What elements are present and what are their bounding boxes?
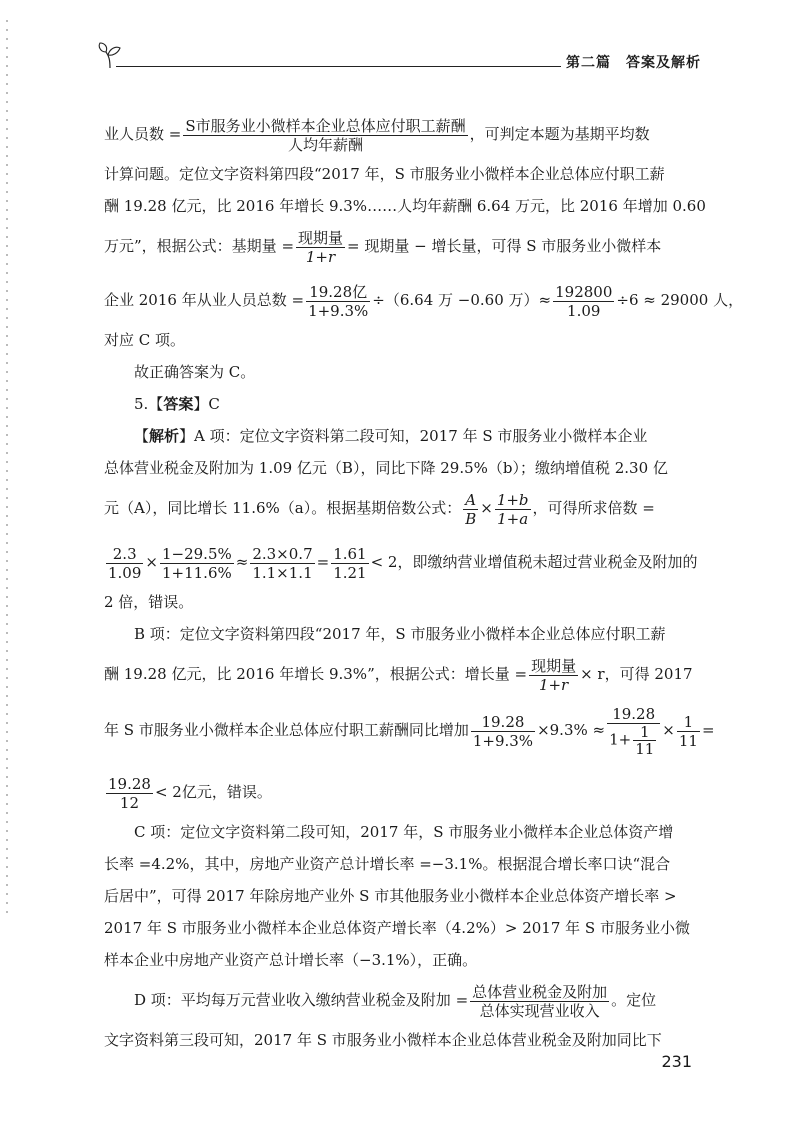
analysis-line: 【解析】A 项：定位文字资料第二段可知，2017 年 S 市服务业小微样本企业 [134, 427, 648, 445]
text-line: 后居中”，可得 2017 年除房地产业外 S 市其他服务业小微样本企业总体资产增长率 > [104, 887, 677, 905]
fraction: $\frac{\text{S市服务业小微样本企业总体应付职工薪酬}}{\text{人均年薪酬}}$ [185, 116, 466, 154]
text-line: 总体营业税金及附加为 1.09 亿元（B），同比下降 29.5%（b）；缴纳增值税 2.30 亿 [104, 459, 668, 477]
fraction: $\frac{1+b}{1+a}$ [496, 490, 529, 528]
fraction: $\frac{1-29.5\%}{1+11.6\%}$ [161, 544, 232, 582]
text-line: 故正确答案为 C。 [134, 363, 256, 381]
fraction: $\frac{\text{现期量}}{1+r}$ [531, 656, 577, 694]
fraction: $\frac{\text{19.28亿}}{1+9.3\%}$ [308, 282, 369, 320]
fraction: $\frac{192800}{1.09}$ [555, 282, 613, 320]
text-line: 酬 19.28 亿元，比 2016 年增长 9.3%……人均年薪酬 6.64 万元，比 2016 年增加 0.60 [104, 197, 706, 215]
text-line: 2017 年 S 市服务业小微样本企业总体资产增长率（4.2%）> 2017 年 S 市服务业小微 [104, 919, 690, 937]
text-line: $\frac{19.28}{12}$ < 2亿元，错误。 [108, 774, 272, 812]
fraction: $\frac{\text{总体营业税金及附加}}{\text{总体实现营业收入}}$ [472, 982, 608, 1020]
fraction: $\frac{1}{11}$ [678, 712, 698, 750]
analysis-label: 解析 [149, 427, 180, 445]
text-line: C 项：定位文字资料第二段可知，2017 年，S 市服务业小微样本企业总体资产增 [134, 823, 674, 841]
answer-label: 答案 [163, 395, 194, 413]
page-content [104, 110, 744, 1056]
text-line: 对应 C 项。 [104, 331, 186, 349]
header-rule [116, 66, 561, 67]
text-line: 元（A），同比增长 11.6%（a）。根据基期倍数公式： $\frac{A}{B}$ × $\frac{1+b}{1+a}$ ，可得所求倍数 = [104, 490, 655, 528]
text-line: 年 S 市服务业小微样本企业总体应付职工薪酬同比增加 $\frac{19.28}{1+9.3\%}$ ×9.3% ≈ 19.28 1+ $\frac{1}{11}$ × $\frac{1}{11}$ = [104, 705, 715, 758]
fraction: $\frac{1.61}{1.21}$ [333, 544, 367, 582]
text-line: 业人员数 = $\frac{\text{S市服务业小微样本企业总体应付职工薪酬}}{\text{人均年薪酬}}$ ，可判定本题为基期平均数 [104, 116, 650, 154]
text-line: 万元”，根据公式：基期量 = $\frac{\text{现期量}}{1+r}$ = 现期量 − 增长量，可得 S 市服务业小微样本 [104, 228, 662, 266]
text-line: B 项：定位文字资料第四段“2017 年，S 市服务业小微样本企业总体应付职工薪 [134, 625, 666, 643]
section-title: 第二篇 答案及解析 [566, 55, 701, 71]
fraction: $\frac{19.28}{1+9.3\%}$ [472, 712, 534, 750]
answer-line: 5.【答案】C [134, 395, 220, 413]
fraction: $\frac{\text{现期量}}{1+r}$ [298, 228, 344, 266]
text-line: D 项：平均每万元营业收入缴纳营业税金及附加 = $\frac{\text{总体营业税金及附加}}{\text{总体实现营业收入}}$ 。定位 [134, 982, 657, 1020]
text-line: 文字资料第三段可知，2017 年 S 市服务业小微样本企业总体营业税金及附加同比下 [104, 1031, 662, 1049]
page-number: 231 [661, 1052, 692, 1071]
text-line: $\frac{2.3}{1.09}$ × $\frac{1-29.5\%}{1+11.6\%}$ ≈ $\frac{2.3\times 0.7}{1.1\times 1.1}$ = $\frac{1.61}{1.21}$ < 2，即缴纳营业增值税未超过营业税金及附加的 [108, 544, 698, 582]
scan-edge-marks [6, 20, 8, 920]
text-line: 长率 =4.2%，其中，房地产业资产总计增长率 =−3.1%。根据混合增长率口诀“混合 [104, 855, 671, 873]
fraction: $\frac{2.3\times 0.7}{1.1\times 1.1}$ [252, 544, 313, 582]
text-line: 计算问题。定位文字资料第四段“2017 年，S 市服务业小微样本企业总体应付职工薪 [104, 165, 665, 183]
text-line: 酬 19.28 亿元，比 2016 年增长 9.3%”，根据公式：增长量 = $\frac{\text{现期量}}{1+r}$ × r，可得 2017 [104, 656, 693, 694]
fraction: $\frac{A}{B}$ [465, 490, 477, 528]
text-line: 企业 2016 年从业人员总数 = $\frac{\text{19.28亿}}{1+9.3\%}$ ÷（6.64 万 −0.60 万）≈ $\frac{192800}{1.09}$ ÷6 ≈ 29000 人， [104, 282, 744, 320]
fraction: 19.28 1+ $\frac{1}{11}$ [607, 705, 660, 757]
fraction: $\frac{2.3}{1.09}$ [108, 544, 142, 582]
fraction: $\frac{1}{11}$ [635, 723, 655, 758]
text-line: 样本企业中房地产业资产总计增长率（−3.1%），正确。 [104, 951, 478, 969]
fraction: $\frac{19.28}{12}$ [108, 774, 151, 812]
text-line: 2 倍，错误。 [104, 593, 194, 611]
